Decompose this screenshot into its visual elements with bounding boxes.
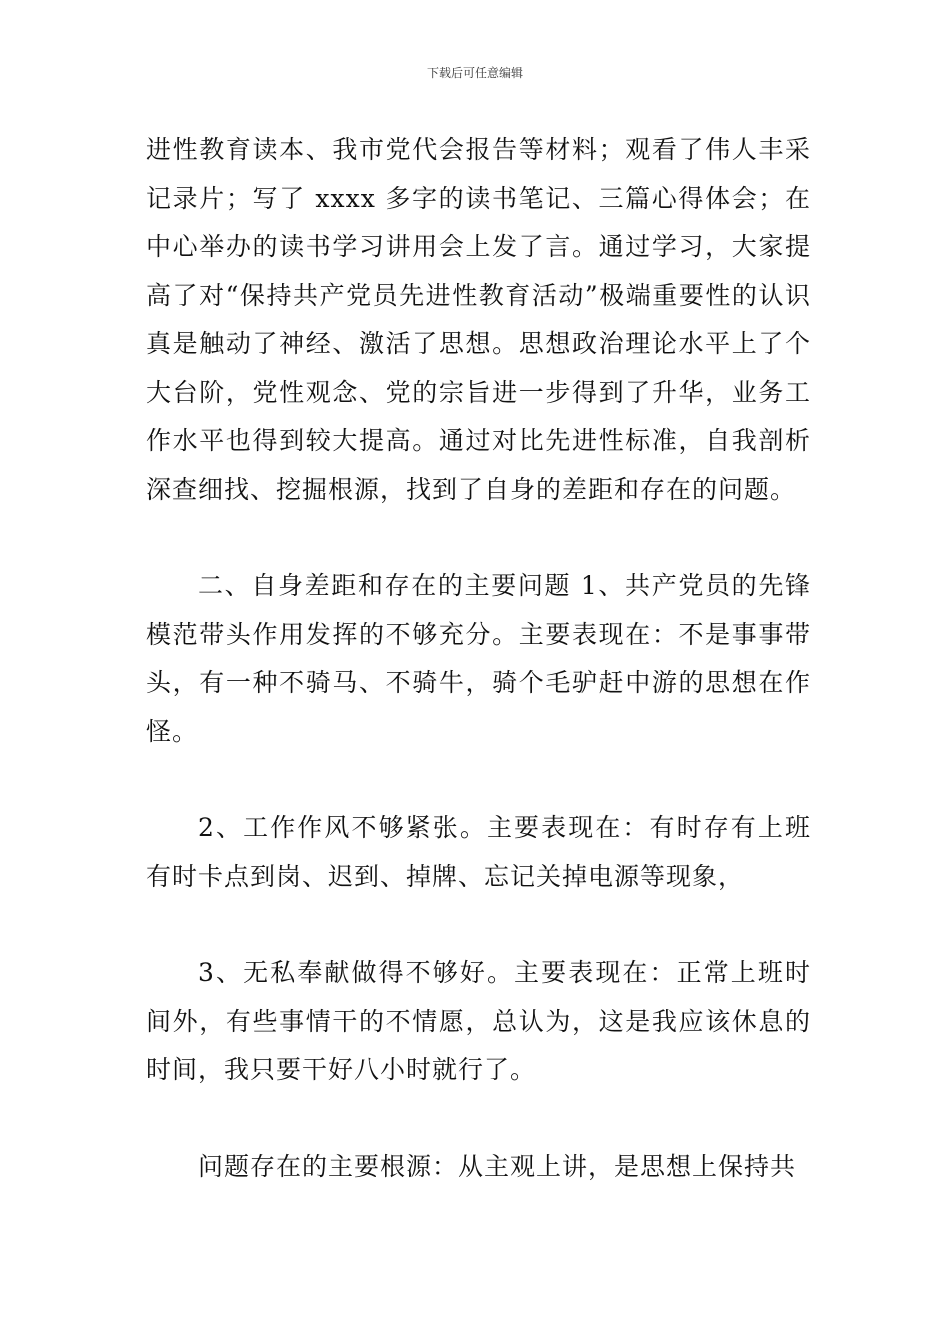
paragraph-study-results: 进性教育读本、我市党代会报告等材料；观看了伟人丰采记录片；写了 xxxx 多字的读书笔记、三篇心得体会；在中心举办的读书学习讲用会上发了言。通过学习，大家提高了对“保持共产党员先进性教育活动”极端重要性的认识真是触动了神经、激活了思想。思想政治理论水平上了个大台阶，党性观念、党的宗旨进一步得到了升华，业务工作水平也得到较大提高。通过对比先进性标准，自我剖析深查细找、挖掘根源，找到了自身的差距和存在的问题。: [146, 135, 811, 504]
paragraph-problems-2: 2、工作作风不够紧张。主要表现在：有时存有上班有时卡点到岗、迟到、掉牌、忘记关掉电源等现象，: [146, 813, 811, 891]
page-header: 下载后可任意编辑: [426, 66, 523, 80]
document-body: [146, 126, 811, 1191]
paragraph-problems-3: 3、无私奉献做得不够好。主要表现在：正常上班时间外，有些事情干的不情愿，总认为，这是我应该休息的时间，我只要干好八小时就行了。: [146, 958, 811, 1084]
paragraph-problems-1: 二、自身差距和存在的主要问题 1、共产党员的先锋模范带头作用发挥的不够充分。主要表现在：不是事事带头，有一种不骑马、不骑牛，骑个毛驴赶中游的思想在作怪。: [146, 571, 811, 746]
paragraph-root-causes: 问题存在的主要根源：从主观上讲，是思想上保持共: [198, 1151, 797, 1181]
